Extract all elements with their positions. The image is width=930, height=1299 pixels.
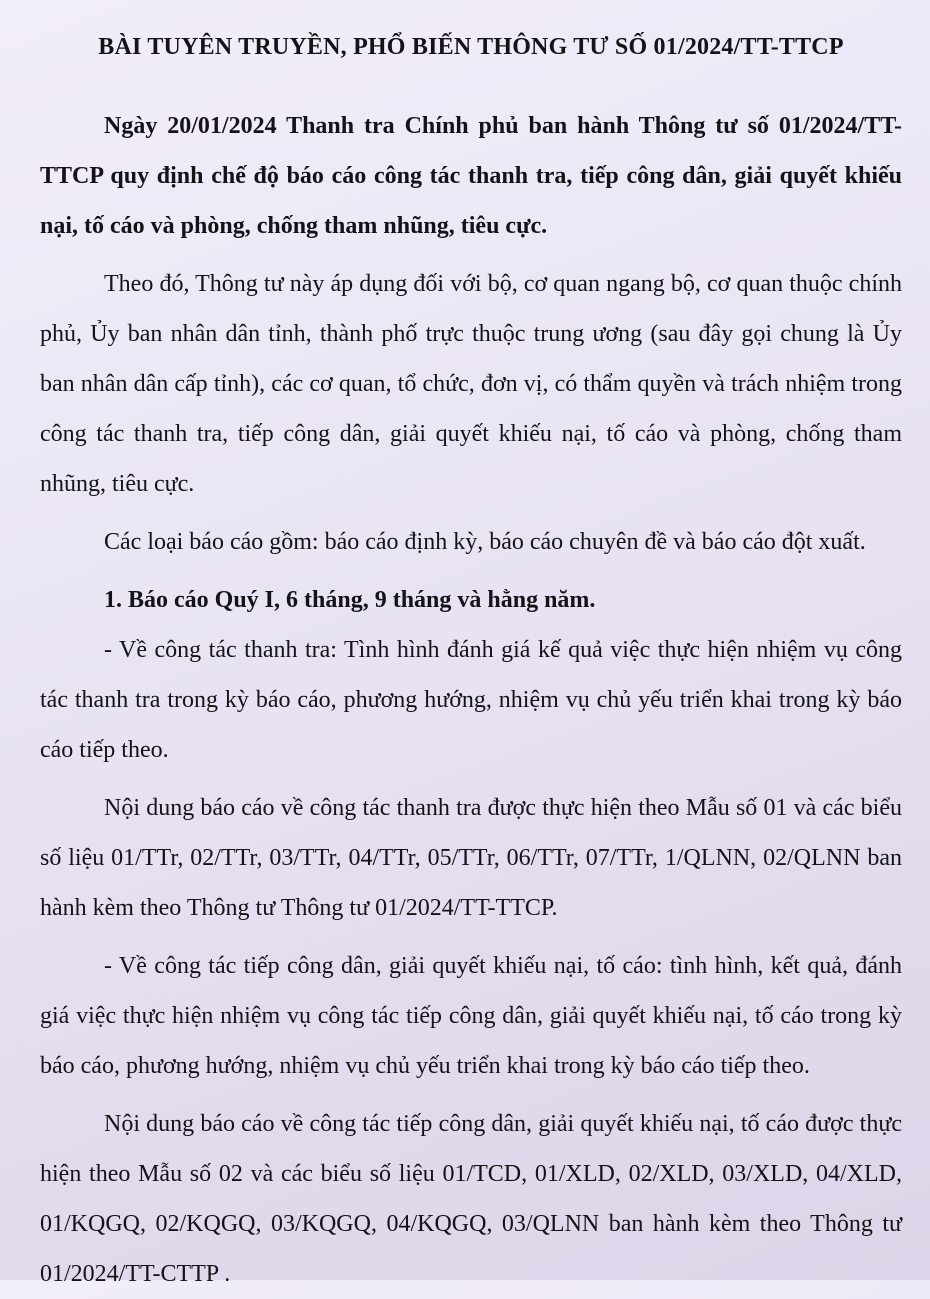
lead-paragraph: Ngày 20/01/2024 Thanh tra Chính phủ ban hành Thông tư số 01/2024/TT-TTCP quy định chế độ báo cáo công tác thanh tra, tiếp công dân, giải quyết khiếu nại, tố cáo và phòng, chống tham nhũng, tiêu cực.: [40, 113, 902, 239]
document-title: BÀI TUYÊN TRUYỀN, PHỔ BIẾN THÔNG TƯ SỐ 01/2024/TT-TTCP: [98, 34, 844, 60]
citizen-content-paragraph: Nội dung báo cáo về công tác tiếp công dân, giải quyết khiếu nại, tố cáo được thực hiện theo Mẫu số 02 và các biểu số liệu 01/TCD, 01/XLD, 02/XLD, 03/XLD, 04/XLD, 01/KQGQ, 02/KQGQ, 03/KQGQ, 04/KQGQ, 03/QLNN ban hành kèm theo Thông tư 01/2024/TT-CTTP .: [40, 1111, 902, 1287]
scope-paragraph: Theo đó, Thông tư này áp dụng đối với bộ, cơ quan ngang bộ, cơ quan thuộc chính phủ, Ủy ban nhân dân tỉnh, thành phố trực thuộc trung ương (sau đây gọi chung là Ủy ban nhân dân cấp tỉnh), các cơ quan, tổ chức, đơn vị, có thẩm quyền và trách nhiệm trong công tác thanh tra, tiếp công dân, giải quyết khiếu nại, tố cáo và phòng, chống tham nhũng, tiêu cực.: [40, 271, 902, 497]
report-types-paragraph: Các loại báo cáo gồm: báo cáo định kỳ, báo cáo chuyên đề và báo cáo đột xuất.: [104, 529, 866, 555]
inspection-item-paragraph: - Về công tác thanh tra: Tình hình đánh giá kế quả việc thực hiện nhiệm vụ công tác thanh tra trong kỳ báo cáo, phương hướng, nhiệm vụ chủ yếu triển khai trong kỳ báo cáo tiếp theo.: [40, 637, 902, 763]
section-heading: 1. Báo cáo Quý I, 6 tháng, 9 tháng và hằng năm.: [104, 587, 596, 613]
citizen-item-paragraph: - Về công tác tiếp công dân, giải quyết khiếu nại, tố cáo: tình hình, kết quả, đánh giá việc thực hiện nhiệm vụ công tác tiếp công dân, giải quyết khiếu nại, tố cáo trong kỳ báo cáo, phương hướng, nhiệm vụ chủ yếu triển khai trong kỳ báo cáo tiếp theo.: [40, 953, 902, 1079]
inspection-content-paragraph: Nội dung báo cáo về công tác thanh tra được thực hiện theo Mẫu số 01 và các biểu số liệu 01/TTr, 02/TTr, 03/TTr, 04/TTr, 05/TTr, 06/TTr, 07/TTr, 1/QLNN, 02/QLNN ban hành kèm theo Thông tư Thông tư 01/2024/TT-TTCP.: [40, 795, 902, 921]
